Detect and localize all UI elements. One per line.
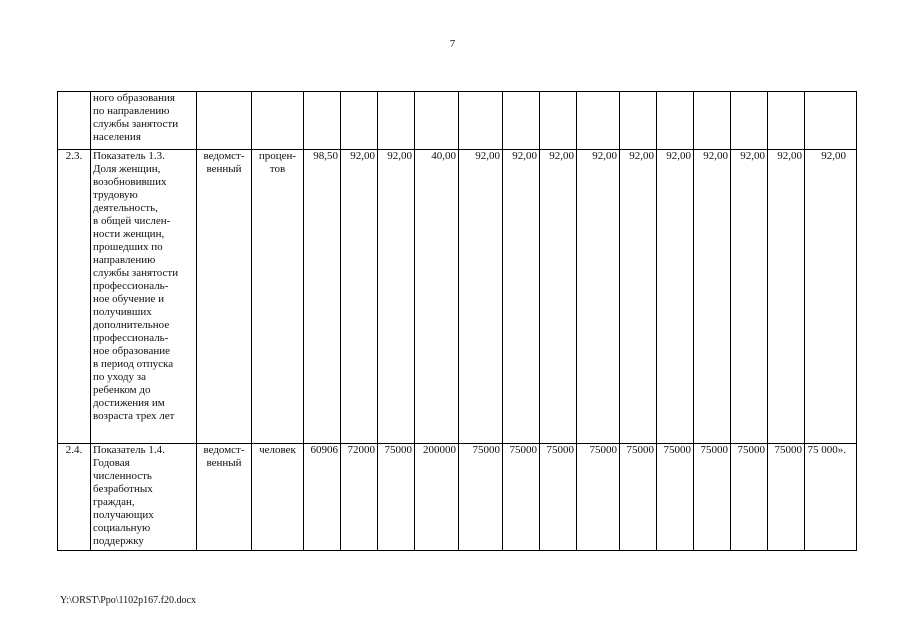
cell-line: деятельность,: [93, 202, 158, 214]
cell-line: службы занятости: [93, 267, 179, 279]
cell-value: 75000: [577, 444, 620, 551]
cell-empty: [197, 92, 252, 150]
cell-value: 92,00: [540, 150, 577, 444]
cell-value: 92,00: [768, 150, 805, 444]
cell-line: ребенком до: [93, 384, 151, 396]
cell-value: 92,00: [731, 150, 768, 444]
cell-line: безработных: [93, 483, 153, 495]
cell-value: 40,00: [415, 150, 459, 444]
cell-value: 75 000».: [805, 444, 857, 551]
document-path: Y:\ORST\Ppo\1102p167.f20.docx: [60, 595, 196, 606]
cell-line: возраста трех лет: [93, 410, 175, 422]
cell-value: 75000: [694, 444, 731, 551]
cell-empty: [459, 92, 503, 150]
cell-unit: [252, 444, 304, 551]
cell-value: 92,00: [805, 150, 857, 444]
cell-line: ведомст-: [203, 444, 245, 456]
cell-line: процен-: [258, 150, 297, 162]
cell-value: 92,00: [694, 150, 731, 444]
cell-line: венный: [206, 163, 242, 175]
cell-value: 75000: [503, 444, 540, 551]
cell-indicator-name: [91, 444, 197, 551]
cell-empty: [304, 92, 341, 150]
cell-line: в общей числен-: [93, 215, 171, 227]
cell-line: прошедших по: [93, 241, 163, 253]
cell-value: 75000: [768, 444, 805, 551]
cell-line: Доля женщин,: [93, 163, 161, 175]
cell-line: получивших: [93, 306, 152, 318]
cell-empty: [341, 92, 378, 150]
cell-line: поддержку: [93, 535, 144, 547]
cell-value: 75000: [540, 444, 577, 551]
cell-value: 60906: [304, 444, 341, 551]
cell-line: социальную: [93, 522, 151, 534]
cell-value: 92,00: [657, 150, 694, 444]
cell-value: 92,00: [503, 150, 540, 444]
cell-number: 2.4.: [58, 444, 91, 551]
cell-value: 200000: [415, 444, 459, 551]
cell-empty: [378, 92, 415, 150]
cell-value: 72000: [341, 444, 378, 551]
cell-line: возобновивших: [93, 176, 167, 188]
cell-source: [197, 150, 252, 444]
cell-empty: [694, 92, 731, 150]
cell-line: ности женщин,: [93, 228, 165, 240]
cell-empty: [768, 92, 805, 150]
cell-line: получающих: [93, 509, 154, 521]
cell-line: Показатель 1.3.: [93, 150, 165, 162]
cell-empty: [252, 92, 304, 150]
cell-line: человек: [259, 444, 296, 456]
cell-line: в период отпуска: [93, 358, 174, 370]
table-row-continuation: [58, 92, 857, 150]
table-row: [58, 150, 857, 444]
cell-line: ное обучение и: [93, 293, 165, 305]
cell-value: 98,50: [304, 150, 341, 444]
cell-empty: [805, 92, 857, 150]
cell-indicator-name: [91, 92, 197, 150]
cell-value: 92,00: [620, 150, 657, 444]
cell-line: службы занятости: [93, 118, 179, 130]
cell-line: ного образования: [93, 92, 175, 104]
cell-line: по направлению: [93, 105, 170, 117]
cell-empty: [731, 92, 768, 150]
cell-empty: [657, 92, 694, 150]
cell-value: 75000: [459, 444, 503, 551]
cell-line: профессиональ-: [93, 280, 169, 292]
cell-number: 2.3.: [58, 150, 91, 444]
cell-value: 92,00: [459, 150, 503, 444]
cell-empty: [577, 92, 620, 150]
cell-line: численность: [93, 470, 152, 482]
cell-value: 92,00: [577, 150, 620, 444]
cell-line: дополнительное: [93, 319, 170, 331]
cell-line: Показатель 1.4.: [93, 444, 165, 456]
cell-line: трудовую: [93, 189, 138, 201]
table-row: [58, 444, 857, 551]
cell-value: 92,00: [341, 150, 378, 444]
cell-line: Годовая: [93, 457, 130, 469]
indicator-table: [57, 91, 857, 551]
cell-line: достижения им: [93, 397, 165, 409]
cell-empty: [503, 92, 540, 150]
cell-value: 92,00: [378, 150, 415, 444]
cell-value: 75000: [620, 444, 657, 551]
cell-line: тов: [269, 163, 286, 175]
page-number: 7: [449, 38, 456, 50]
cell-value: 75000: [731, 444, 768, 551]
cell-line: ведомст-: [203, 150, 245, 162]
cell-empty: [415, 92, 459, 150]
cell-line: ное образование: [93, 345, 170, 357]
cell-number: [58, 92, 91, 150]
cell-line: профессиональ-: [93, 332, 169, 344]
cell-value: 75000: [378, 444, 415, 551]
cell-line: по уходу за: [93, 371, 146, 383]
cell-line: граждан,: [93, 496, 135, 508]
cell-empty: [540, 92, 577, 150]
cell-line: населения: [93, 131, 141, 143]
cell-line: направлению: [93, 254, 156, 266]
cell-empty: [620, 92, 657, 150]
cell-line: венный: [206, 457, 242, 469]
cell-unit: [252, 150, 304, 444]
cell-value: 75000: [657, 444, 694, 551]
cell-indicator-name: [91, 150, 197, 444]
cell-source: [197, 444, 252, 551]
